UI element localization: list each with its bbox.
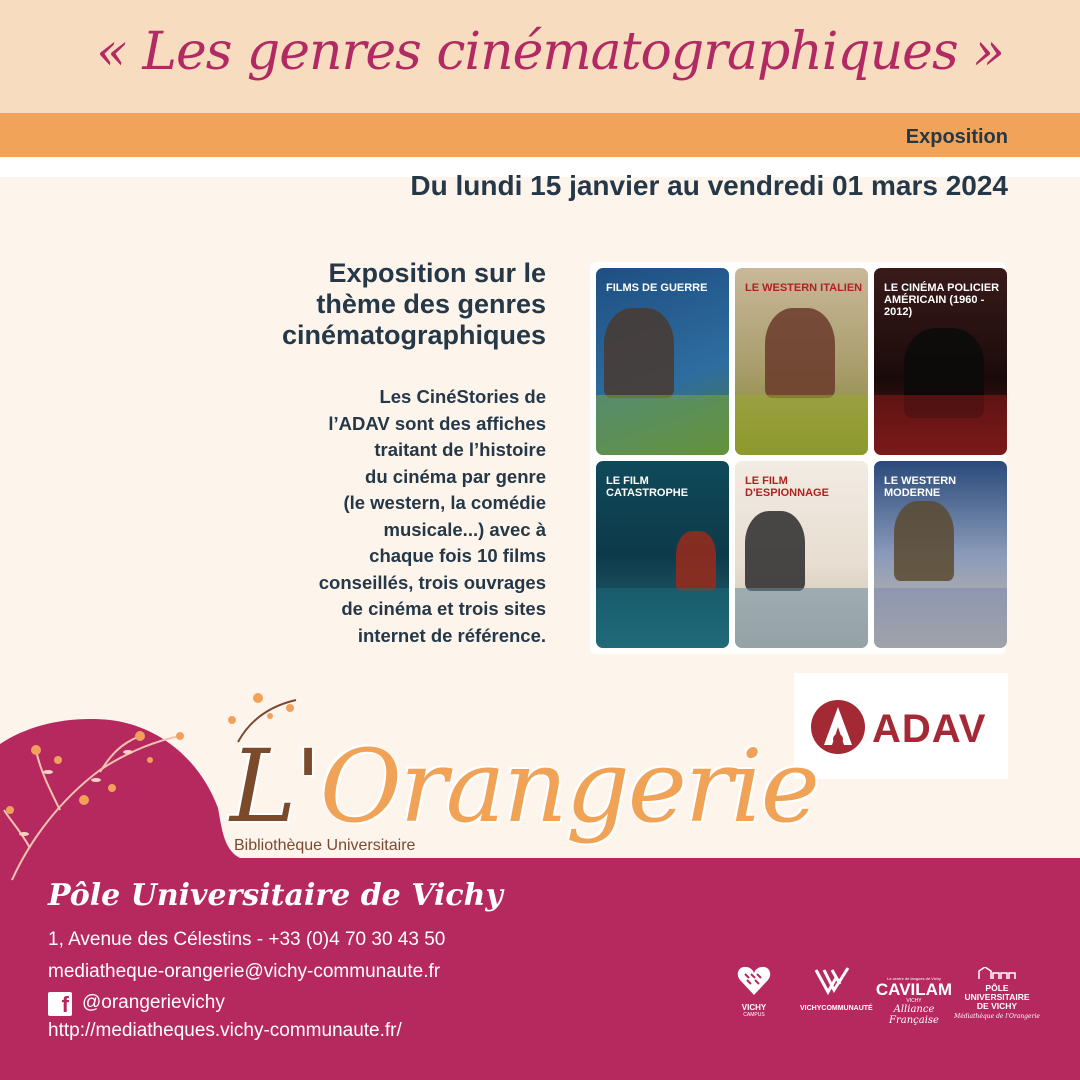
cavilam-logo [870,976,958,1026]
orangerie-logo-name: Orangerie [319,728,818,845]
library-subtitle: Bibliothèque Universitaire [234,837,416,854]
pole-logo-line3: DE VICHY [976,1001,1018,1011]
address: 1, Avenue des Célestins - +33 (0)4 70 30 43 50 [48,929,446,950]
description-line: (le western, la comédie [343,492,546,513]
description-line: de cinéma et trois sites [341,598,546,619]
pole-logo-script: Médiathèque de l'Orangerie [954,1013,1040,1020]
email-link[interactable]: mediatheque-orangerie@vichy-communaute.fr [48,961,441,982]
description-line: du cinéma par genre [365,465,546,487]
poster-title: LE WESTERN ITALIEN [745,282,863,294]
vichy-communaute-label: VICHYCOMMUNAUTÉ [800,1005,873,1012]
poster-title: LE FILM D'ESPIONNAGE [745,475,829,499]
poster-title: FILMS DE GUERRE [606,282,708,294]
chevron-logo-icon [812,966,856,996]
description-line: musicale...) avec à [383,518,546,540]
description-line: Les CinéStories de [379,386,546,407]
poster-title: LE CINÉMA POLICIER AMÉRICAIN (1960 - 2012) [884,282,1000,318]
description-line: conseillés, trois ouvrages [318,571,546,593]
vichy-campus-line1: VICHY [741,1003,767,1012]
vichy-campus-line2: CAMPUS [743,1012,765,1018]
vichy-campus-logo [732,966,776,1018]
orangerie-logo-initial: L' [230,728,320,845]
website-link[interactable]: http://mediatheques.vichy-communaute.fr/ [48,1020,402,1041]
alliance-francaise-label: Alliance Française [889,1004,939,1026]
cavilam-city: VICHY [906,998,922,1004]
facebook-icon[interactable]: f [48,992,72,1016]
heart-icon [737,966,771,996]
subtitle-line: cinématographiques [281,320,546,350]
building-icon [977,967,1017,979]
page-title: « Les genres cinématographiques » [96,22,1004,82]
adav-label: ADAV [872,707,987,751]
description-line: traitant de l’histoire [374,439,546,460]
poster-title: LE WESTERN MODERNE [884,475,957,499]
exposition-tag: Exposition [905,126,1008,148]
cavilam-tagline: Le centre de langues de Vichy [887,976,941,981]
subtitle-line: thème des genres [316,289,546,319]
pole-logo-line2: UNIVERSITAIRE [964,992,1030,1002]
description-line: internet de référence. [357,624,546,646]
description-line: chaque fois 10 films [369,545,546,566]
pole-title: Pôle Universitaire de Vichy [48,878,503,913]
cavilam-name: CAVILAM [875,980,953,999]
orangerie-logo [230,728,818,845]
facebook-link[interactable]: @orangerievichy [82,992,225,1013]
description-line: l’ADAV sont des affiches [328,412,546,434]
pole-universitaire-logo [954,966,1040,1020]
vichy-communaute-logo [800,966,873,1012]
exhibition-dates: Du lundi 15 janvier au vendredi 01 mars 2024 [410,170,1008,201]
poster-title: LE FILM CATASTROPHE [606,475,689,499]
pole-logo-line1: PÔLE [985,983,1009,993]
subtitle-line: Exposition sur le [328,258,546,288]
